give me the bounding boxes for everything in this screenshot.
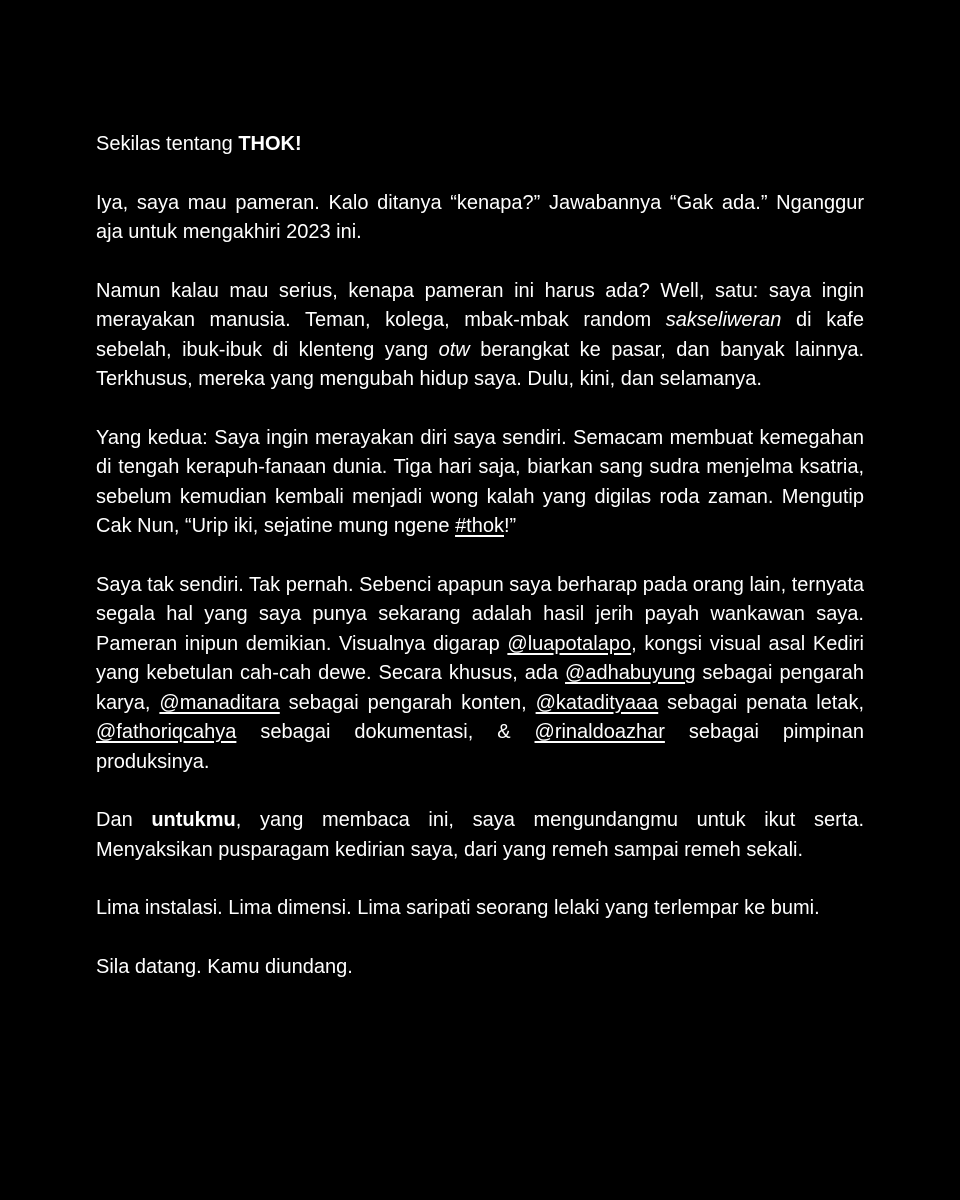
paragraph-intro: Iya, saya mau pameran. Kalo ditanya “kenapa?” Jawabannya “Gak ada.” Nganggur aja untuk mengakhiri 2023 ini. [96,191,864,243]
mention-katadityaaa-link[interactable]: @katadityaaa [535,691,659,714]
paragraph-closing: Sila datang. Kamu diundang. [96,955,353,978]
title-thok: THOK! [238,133,302,155]
italic-word-otw: otw [438,338,470,361]
italic-word-sakseliweran: sakseliweran [665,309,782,331]
paragraph-reason-two [96,424,864,542]
mention-fathoriqcahya-link[interactable]: @fathoriqcahya [96,721,237,743]
text-segment: sebagai dokumentasi, & [236,721,535,743]
text-segment: sebagai pengarah konten, [279,691,536,714]
text-segment: , yang membaca ini, saya mengundangmu untuk ikut serta. Menyaksikan pusparagam kedirian saya, dari yang remeh sampai remeh sekali. [96,809,864,861]
document-body [96,130,864,1011]
mention-rinaldoazhar-link[interactable]: @rinaldoazhar [534,721,665,743]
page-title [96,130,864,160]
bold-word-untukmu: untukmu [151,809,236,831]
text-segment: Saya tak sendiri. Tak pernah. Sebenci apapun saya berharap pada orang lain, ternyata segala hal yang saya punya sekarang adalah hasil jerih payah wankawan saya. Pameran inipun demikian. Visualnya digarap [96,573,864,655]
paragraph-reason-one [96,277,864,395]
paragraph-credits [96,571,864,778]
text-segment: di kafe sebelah, ibuk-ibuk di klenteng yang [96,309,864,361]
text-segment: Namun kalau mau serius, kenapa pameran ini harus ada? Well, satu: saya ingin merayakan manusia. Teman, kolega, mbak-mbak random [96,279,864,331]
title-prefix: Sekilas tentang [96,133,239,155]
mention-manaditara-link[interactable]: @manaditara [159,691,280,714]
text-segment: sebagai penata letak, [658,691,864,714]
mention-luapotalapo-link[interactable]: @luapotalapo [507,632,632,655]
text-segment: !” [504,515,517,537]
paragraph-invitation [96,806,864,865]
text-segment: , kongsi visual asal Kediri yang kebetulan cah-cah dewe. Secara khusus, ada [96,632,864,684]
mention-adhabuyung-link[interactable]: @adhabuyung [565,662,696,684]
text-segment: sebagai pengarah karya, [96,662,864,714]
text-segment: Yang kedua: Saya ingin merayakan diri saya sendiri. Semacam membuat kemegahan di tengah kerapuh-fanaan dunia. Tiga hari saja, biarkan sang sudra menjelma ksatria, sebelum kemudian kembali menjadi wong kalah yang digilas roda zaman. Mengutip Cak Nun, “Urip iki, sejatine mung ngene [96,426,864,537]
paragraph-installations: Lima instalasi. Lima dimensi. Lima saripati seorang lelaki yang terlempar ke bumi. [96,897,820,919]
hashtag-thok-link[interactable]: #thok [455,515,504,537]
text-segment: Dan [96,809,152,831]
text-segment: sebagai pimpinan produksinya. [96,721,864,773]
text-segment: berangkat ke pasar, dan banyak lainnya. Terkhusus, mereka yang mengubah hidup saya. Dulu, kini, dan selamanya. [96,338,864,390]
